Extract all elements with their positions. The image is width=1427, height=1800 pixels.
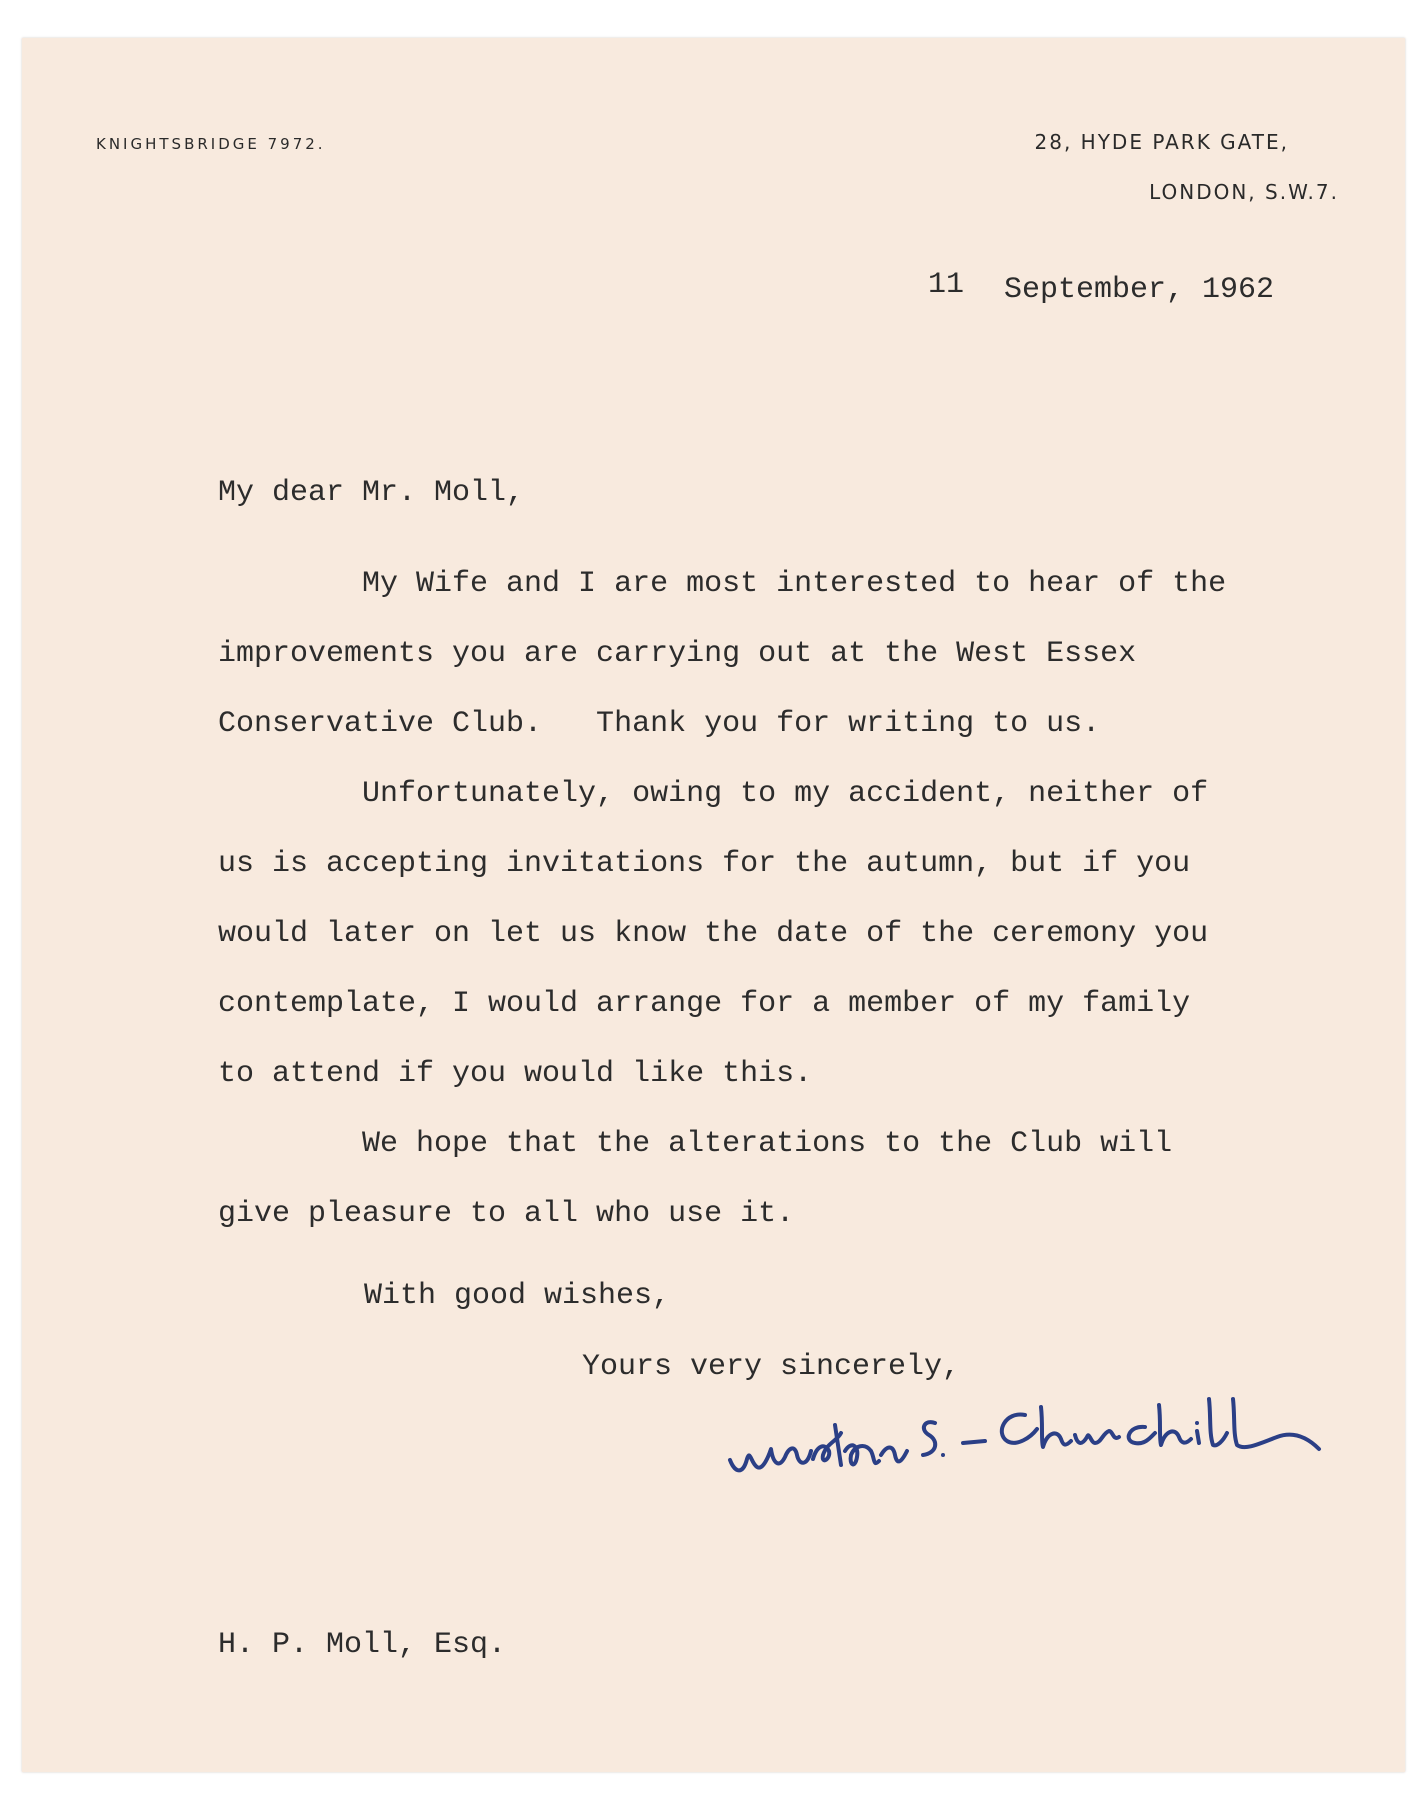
body-line: Unfortunately, owing to my accident, neither of (218, 777, 1209, 811)
body-line: contemplate, I would arrange for a member of my family (218, 987, 1191, 1021)
handwritten-signature (725, 1385, 1325, 1505)
letterhead-phone: KNIGHTSBRIDGE 7972. (96, 135, 326, 153)
body-line: give pleasure to all who use it. (218, 1197, 795, 1231)
body-line: We hope that the alterations to the Club will (218, 1127, 1173, 1161)
body-line: would later on let us know the date of the ceremony you (218, 917, 1209, 951)
body-line: to attend if you would like this. (218, 1057, 813, 1091)
letterhead-address-line2: LONDON, S.W.7. (1149, 180, 1339, 204)
salutation: My dear Mr. Moll, (218, 476, 525, 510)
letter-date-day: 11 (928, 268, 965, 302)
closing-line: With good wishes, (364, 1279, 671, 1313)
signoff-line: Yours very sincerely, (582, 1350, 961, 1384)
letter-date-month-year: September, 1962 (1004, 273, 1275, 307)
letter-body (218, 549, 1226, 1249)
body-line: Conservative Club. Thank you for writing to us. (218, 707, 1101, 741)
letterhead-address-line1: 28, HYDE PARK GATE, (1034, 130, 1289, 154)
recipient-line: H. P. Moll, Esq. (218, 1628, 507, 1662)
body-line: My Wife and I are most interested to hear of the (218, 567, 1227, 601)
body-line: us is accepting invitations for the autumn, but if you (218, 847, 1191, 881)
body-line: improvements you are carrying out at the West Essex (218, 637, 1137, 671)
